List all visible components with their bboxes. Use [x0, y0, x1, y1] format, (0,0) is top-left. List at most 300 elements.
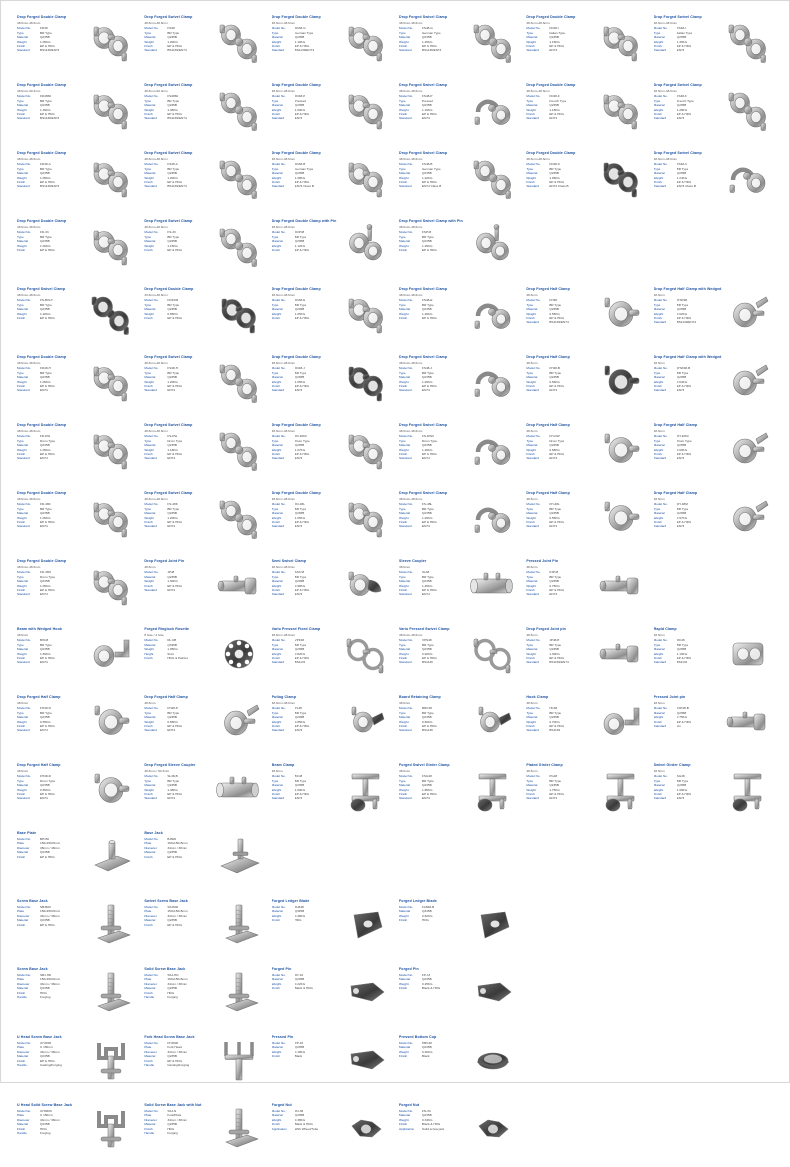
- spec-value: 1.10KG: [294, 39, 306, 44]
- empty-cell: [652, 965, 775, 1031]
- product-card: [15, 761, 138, 827]
- spec-key: Model No.: [271, 230, 286, 235]
- spec-key: Finish: [653, 655, 662, 660]
- spec-key: Finish: [144, 854, 153, 859]
- fork-head-icon: [214, 1038, 264, 1086]
- spec-value: 1.18KG: [167, 447, 178, 452]
- spec-key: Finish: [17, 247, 26, 252]
- product-size: 33.6mm-48.6mm: [144, 293, 168, 297]
- spec-value: BR Type: [40, 370, 52, 375]
- spec-key: Finish: [399, 247, 408, 252]
- semi-swivel-icon: [341, 562, 391, 610]
- spec-value: U 150mm: [40, 1045, 54, 1050]
- spec-value: 1.15KG: [549, 39, 560, 44]
- product-card: [397, 897, 520, 963]
- spec-value: BR Type: [40, 166, 52, 171]
- spec-value: 1.20KG: [167, 39, 178, 44]
- double-clamp-icon: [596, 18, 646, 66]
- spec-value: FP-16: [294, 973, 304, 977]
- product-title: U Head Solid Screw Base Jack: [17, 1103, 73, 1107]
- spec-value: FD48-I: [549, 26, 559, 31]
- spec-key: Finish: [526, 111, 535, 116]
- product-size: 48.6mm: [399, 769, 411, 773]
- spec-value: 150x150x6mm: [167, 977, 188, 982]
- spec-value: FS48-B: [422, 162, 433, 167]
- spec-value: EP & HDG: [167, 43, 183, 48]
- spec-value: 1.20KG: [422, 515, 433, 520]
- spec-key: Model No.: [144, 973, 159, 977]
- spec-key: Weight: [653, 515, 664, 520]
- sleeve-coupler2-icon: [214, 766, 264, 814]
- spec-value: Q235B: [167, 307, 177, 312]
- spec-key: Standard: [271, 524, 285, 529]
- spec-value: EN74: [40, 524, 48, 529]
- jack-nut-icon: [214, 1106, 264, 1154]
- spec-key: Material: [526, 783, 538, 788]
- spec-key: Model No.: [17, 434, 32, 439]
- spec-value: BW48: [40, 638, 49, 643]
- spec-value: 1.75KG: [549, 787, 560, 792]
- spec-key: Finish: [653, 451, 662, 456]
- spec-key: Material: [144, 171, 156, 176]
- spec-value: Q235B: [294, 783, 305, 788]
- spec-value: Q235B: [549, 171, 559, 176]
- spec-key: Standard: [271, 184, 285, 189]
- spec-key: Weight: [653, 787, 664, 792]
- spec-key: Material: [399, 1045, 411, 1050]
- spec-key: Material: [271, 909, 283, 914]
- spec-value: EN74: [294, 524, 303, 529]
- spec-key: Weight: [653, 107, 664, 112]
- spec-value: FHW48-B: [676, 366, 691, 371]
- product-size: 48.6mm-48.6mm: [653, 89, 678, 93]
- double-clamp-icon: [86, 562, 136, 610]
- spec-value: Q235B: [40, 1122, 50, 1127]
- spec-key: Finish: [399, 111, 408, 116]
- spec-value: BR Type: [549, 778, 562, 783]
- spec-key: Model No.: [271, 434, 286, 439]
- u-head-icon: [86, 1038, 136, 1086]
- product-card: [652, 761, 775, 827]
- spec-value: FD48-G: [294, 26, 306, 31]
- jack-tube-icon: [86, 970, 136, 1018]
- spec-value: BR Type: [167, 370, 180, 375]
- spec-value: 0.82KG: [294, 651, 306, 656]
- spec-key: Finish: [17, 179, 26, 184]
- spec-value: EP & HDG: [676, 791, 692, 796]
- swivel-clamp-icon: [214, 18, 264, 66]
- spec-key: Finish: [526, 383, 535, 388]
- product-card: [652, 13, 775, 79]
- spec-key: Finish: [144, 723, 153, 728]
- spec-value: Q235B: [549, 307, 559, 312]
- spec-value: Q235B: [167, 511, 177, 516]
- spec-key: Material: [271, 783, 283, 788]
- forged-nut-icon: [341, 1106, 391, 1154]
- spec-value: Q235B: [422, 1113, 432, 1118]
- product-card: [397, 625, 520, 691]
- product-card: [397, 1101, 520, 1167]
- empty-cell: [524, 217, 647, 283]
- spec-value: 0.75KG: [676, 715, 688, 720]
- product-title: Drop Forged Swivel Clamp: [144, 491, 193, 495]
- spec-value: EN74 Class B: [422, 184, 442, 189]
- spec-value: 1.30KG: [549, 651, 560, 656]
- spec-value: EP & HDG: [40, 43, 55, 48]
- spec-value: EN74: [676, 524, 685, 529]
- spec-value: FLB48: [294, 905, 304, 909]
- product-card: [142, 353, 265, 419]
- half-clamp-icon: [86, 766, 136, 814]
- spec-value: Q235B: [40, 443, 50, 448]
- spec-key: Standard: [526, 48, 539, 53]
- spec-key: Handle: [17, 1063, 27, 1068]
- spec-value: 150x150x5mm: [167, 909, 188, 914]
- product-size: 48.6mm-48.6mm: [144, 21, 168, 25]
- spec-key: Type: [526, 778, 534, 783]
- spec-key: Weight: [653, 39, 664, 44]
- spec-value: 0.75KG: [549, 583, 560, 588]
- spec-key: Standard: [399, 184, 412, 189]
- spec-key: Material: [17, 35, 29, 40]
- spec-key: Weight: [144, 447, 154, 452]
- spec-key: Finish: [144, 179, 153, 184]
- spec-value: BS1139/EN74: [40, 184, 60, 189]
- double-clamp-dark-icon: [341, 358, 391, 406]
- spec-value: EP & HDG: [294, 383, 310, 388]
- spec-value: With Wheel/Tube: [294, 1126, 319, 1131]
- spec-key: Model No.: [271, 366, 286, 371]
- spec-key: Weight: [271, 447, 282, 452]
- spec-value: Q345B: [422, 909, 432, 914]
- spec-key: Plate: [144, 909, 152, 914]
- spec-value: EP & HDG: [294, 315, 310, 320]
- spec-value: Q235B: [40, 783, 50, 788]
- spec-value: Q235B: [40, 579, 50, 584]
- product-card: [15, 81, 138, 147]
- spec-key: Model No.: [653, 706, 668, 711]
- spec-value: UHJ600: [40, 1041, 52, 1045]
- spec-key: Type: [144, 710, 152, 715]
- spec-value: BS1139/EN74: [549, 320, 569, 325]
- spec-key: Standard: [144, 796, 157, 801]
- product-size: 48.6mm-48.6mm: [399, 429, 423, 433]
- spec-value: Q235B: [40, 986, 50, 991]
- spec-key: Type: [399, 778, 406, 783]
- spec-value: Q235B: [422, 1045, 432, 1050]
- product-card: [15, 897, 138, 963]
- spec-value: Black & HDG: [422, 986, 441, 991]
- spec-key: Weight: [144, 107, 154, 112]
- spec-value: BR Type: [40, 234, 52, 239]
- spec-value: BS1139/EN74: [294, 48, 315, 53]
- spec-value: Q235B: [40, 1054, 50, 1059]
- spec-value: 1.20KG: [422, 379, 433, 384]
- product-card: [397, 557, 520, 623]
- product-title: Drop Forged Double Clamp: [526, 151, 576, 155]
- spec-value: 0.85KG: [294, 719, 306, 724]
- spec-key: Weight: [17, 311, 27, 316]
- spec-key: Standard: [526, 388, 539, 393]
- pressed-swivel-icon: [468, 630, 518, 678]
- spec-value: EP & HDG: [40, 519, 55, 524]
- product-card: [15, 13, 138, 79]
- product-size: 48.6mm-48.6mm: [271, 633, 296, 637]
- spec-key: Standard: [17, 388, 30, 393]
- spec-key: Material: [144, 850, 156, 855]
- spec-value: 0.18KG: [294, 1049, 306, 1054]
- spec-value: 34mm / 38mm: [167, 913, 188, 918]
- spec-value: 1.05KG: [40, 379, 51, 384]
- spec-value: EP & HDG: [676, 519, 692, 524]
- spec-value: FH48-N: [40, 706, 51, 711]
- spec-key: Diameter: [144, 913, 157, 918]
- spec-value: 0.60KG: [676, 447, 688, 452]
- product-size: 48.6mm-48.6mm: [17, 429, 41, 433]
- spec-value: 0.55KG: [549, 311, 560, 316]
- spec-value: 1.05KG: [40, 175, 51, 180]
- spec-key: Weight: [144, 787, 154, 792]
- spec-key: Weight: [271, 981, 282, 986]
- spec-key: Finish: [144, 791, 153, 796]
- spec-value: EP & HDG: [549, 587, 565, 592]
- spec-value: Black & HDG: [422, 1122, 441, 1127]
- product-title: Drop Forged Half Clamp: [653, 423, 698, 427]
- product-size: 48.6mm-48.6mm: [144, 225, 168, 229]
- spec-value: Q235B: [294, 511, 305, 516]
- spec-key: Weight: [399, 107, 409, 112]
- spec-value: EP & HDG: [294, 723, 310, 728]
- product-card: [270, 897, 393, 963]
- spec-key: Standard: [271, 456, 285, 461]
- product-size: 48.6mm: [526, 361, 538, 365]
- swivel-clamp-open-icon: [468, 494, 518, 542]
- spec-key: Weight: [271, 1049, 282, 1054]
- spec-key: Model No.: [271, 502, 286, 507]
- spec-value: 0.56KG: [549, 379, 560, 384]
- spec-key: Material: [526, 103, 538, 108]
- spec-key: Material: [17, 443, 29, 448]
- spec-value: Q235B: [422, 103, 432, 108]
- spec-key: Standard: [271, 116, 285, 121]
- product-size: 48.6mm-48.6mm: [144, 429, 168, 433]
- spec-value: EP & HDG: [40, 922, 55, 927]
- empty-cell: [524, 965, 647, 1031]
- spec-value: BR Type: [294, 642, 307, 647]
- spec-key: Material: [271, 715, 283, 720]
- product-card: [652, 149, 775, 215]
- spec-value: 0.55KG: [549, 515, 560, 520]
- spec-value: 1.26KG: [422, 243, 433, 248]
- spec-key: Material: [17, 1122, 29, 1127]
- spec-value: Q235B: [167, 35, 177, 40]
- spec-key: Finish: [399, 1122, 408, 1127]
- spec-key: Material: [271, 647, 283, 652]
- spec-value: Q235B: [549, 511, 559, 516]
- product-title: Vario Pressed Swivel Clamp: [399, 627, 450, 631]
- spec-value: FD3348: [167, 298, 179, 303]
- product-card: [652, 489, 775, 555]
- double-clamp-icon: [86, 18, 136, 66]
- spec-value: BR Type: [676, 506, 689, 511]
- product-size: 48.6mm-48.6mm: [271, 497, 296, 501]
- spec-value: 0.92KG: [422, 651, 433, 656]
- double-clamp-icon: [86, 86, 136, 134]
- spec-value: Q235B: [167, 574, 177, 579]
- spec-value: pin: [676, 723, 681, 728]
- spec-value: FS-DW2: [422, 434, 434, 439]
- spec-value: 0.98KG: [294, 583, 306, 588]
- spec-value: EN74: [676, 48, 685, 53]
- product-card: [652, 625, 775, 691]
- product-card: [397, 489, 520, 555]
- spec-key: Finish: [271, 791, 280, 796]
- product-card: [15, 829, 138, 895]
- spec-value: Q235B: [40, 715, 50, 720]
- spec-value: Drum Type: [40, 778, 56, 783]
- spec-key: Model No.: [271, 905, 286, 909]
- product-title: Drop Forged Half Clamp: [17, 695, 61, 699]
- double-clamp-icon: [86, 154, 136, 202]
- swivel-jack-icon: [214, 902, 264, 950]
- spec-key: Finish: [653, 43, 662, 48]
- product-card: [270, 693, 393, 759]
- spec-value: BS1139/EN74: [167, 116, 187, 121]
- spec-value: 1.05KG: [167, 647, 178, 652]
- spec-key: Model No.: [399, 638, 414, 643]
- spec-value: Q235B: [549, 647, 559, 652]
- spec-value: Q235B: [167, 171, 177, 176]
- spec-value: Q235B: [422, 375, 432, 380]
- spec-key: Finish: [399, 519, 408, 524]
- spec-key: Model No.: [144, 298, 159, 303]
- spec-key: Model No.: [653, 162, 668, 167]
- product-title: Swivel Girder Clamp: [653, 763, 691, 767]
- spec-key: Material: [526, 375, 538, 380]
- spec-key: Weight: [271, 651, 282, 656]
- spec-key: Weight: [526, 107, 536, 112]
- spec-key: Material: [144, 918, 156, 923]
- spec-value: Q235B: [549, 103, 559, 108]
- spec-value: Q235B: [422, 239, 432, 244]
- product-card: [142, 149, 265, 215]
- spec-key: Model No.: [271, 638, 286, 643]
- spec-value: EP & HDG: [294, 791, 310, 796]
- spec-key: Model No.: [271, 570, 286, 575]
- spec-value: 1.24KG: [676, 175, 688, 180]
- spec-value: FH-48L: [549, 502, 560, 507]
- spec-value: FH-48M: [676, 502, 688, 507]
- spec-key: Model No.: [144, 1109, 159, 1113]
- spec-key: Weight: [144, 379, 154, 384]
- spec-value: BR Type: [40, 98, 52, 103]
- spec-value: HC48: [549, 706, 558, 711]
- spec-key: Material: [144, 35, 156, 40]
- product-card: [270, 489, 393, 555]
- spec-value: BR Type: [40, 642, 52, 647]
- spec-key: Weight: [526, 379, 536, 384]
- spec-key: Standard: [526, 320, 539, 325]
- spec-key: Type: [144, 778, 152, 783]
- spec-key: Model No.: [399, 905, 414, 909]
- spec-value: RC48: [676, 638, 685, 643]
- spec-value: Q235B: [40, 918, 50, 923]
- spec-key: Plate: [17, 1045, 25, 1050]
- spec-value: FSP48: [422, 230, 432, 235]
- spec-value: EN74: [167, 524, 176, 529]
- product-title: Swivel Screw Base Jack: [144, 899, 188, 903]
- spec-value: BS1139/EN74: [549, 660, 569, 665]
- spec-value: RL-R8: [167, 638, 177, 643]
- product-title: Drop Forged Half Clamp with Wedged: [653, 287, 722, 291]
- spec-key: Material: [144, 103, 156, 108]
- product-size: 48.6mm-48.6mm: [399, 633, 423, 637]
- spec-key: Standard: [271, 592, 285, 597]
- double-clamp-dark-icon: [596, 154, 646, 202]
- spec-key: Type: [653, 166, 661, 171]
- product-title: Drop Forged Half Clamp: [526, 355, 570, 359]
- empty-cell: [652, 1033, 775, 1099]
- product-size: 48.6mm: [144, 701, 156, 705]
- spec-value: Forging: [167, 1131, 178, 1136]
- spec-key: Type: [653, 438, 661, 443]
- product-title: Forged Nut: [399, 1103, 420, 1107]
- product-size: 48.6mm: [653, 701, 665, 705]
- spec-value: 1.08KG: [294, 175, 306, 180]
- product-card: [397, 965, 520, 1031]
- spec-value: EN74: [40, 796, 48, 801]
- empty-cell: [524, 1033, 647, 1099]
- spec-key: Weight: [271, 719, 282, 724]
- spec-value: JP48-B: [549, 638, 560, 643]
- spec-key: Model No.: [144, 837, 159, 841]
- spec-key: Material: [653, 710, 665, 715]
- spec-key: Plate: [144, 841, 152, 846]
- product-size: 48.6mm-48.6mm: [399, 157, 423, 161]
- spec-key: Type: [399, 166, 406, 171]
- spec-key: Weight: [526, 39, 536, 44]
- putlog-icon: [341, 698, 391, 746]
- spec-key: Model No.: [17, 905, 32, 909]
- spec-key: Finish: [144, 519, 153, 524]
- spec-value: EP & HDG: [40, 111, 55, 116]
- spec-key: Material: [271, 103, 283, 108]
- spec-value: 0.64KG: [676, 379, 688, 384]
- spec-value: FD48-E: [294, 298, 306, 303]
- spec-key: Model No.: [17, 230, 32, 235]
- double-clamp-icon: [341, 494, 391, 542]
- beam-hook-icon: [86, 630, 136, 678]
- spec-value: FD48-A: [40, 162, 51, 167]
- spec-value: 1.06KG: [549, 175, 560, 180]
- spec-value: Q235B: [676, 443, 687, 448]
- product-size: 48.6mm-48.6mm: [271, 225, 296, 229]
- product-size: 48.6mm-48.6mm: [17, 225, 41, 229]
- spec-key: Finish: [17, 315, 26, 320]
- spec-value: BJ600: [167, 837, 177, 841]
- spec-key: Material: [144, 1122, 156, 1127]
- product-title: Hook Clamp: [526, 695, 549, 699]
- spec-value: FH-DW: [549, 434, 560, 439]
- product-size: 8 hole / 4 hole: [144, 633, 164, 637]
- swivel-clamp-open-icon: [723, 154, 773, 202]
- spec-value: 1.20KG: [40, 311, 51, 316]
- spec-key: Standard: [653, 116, 667, 121]
- spec-key: Standard: [653, 48, 667, 53]
- product-card: [142, 421, 265, 487]
- spec-key: Type: [653, 30, 661, 35]
- spec-key: Finish: [399, 986, 408, 991]
